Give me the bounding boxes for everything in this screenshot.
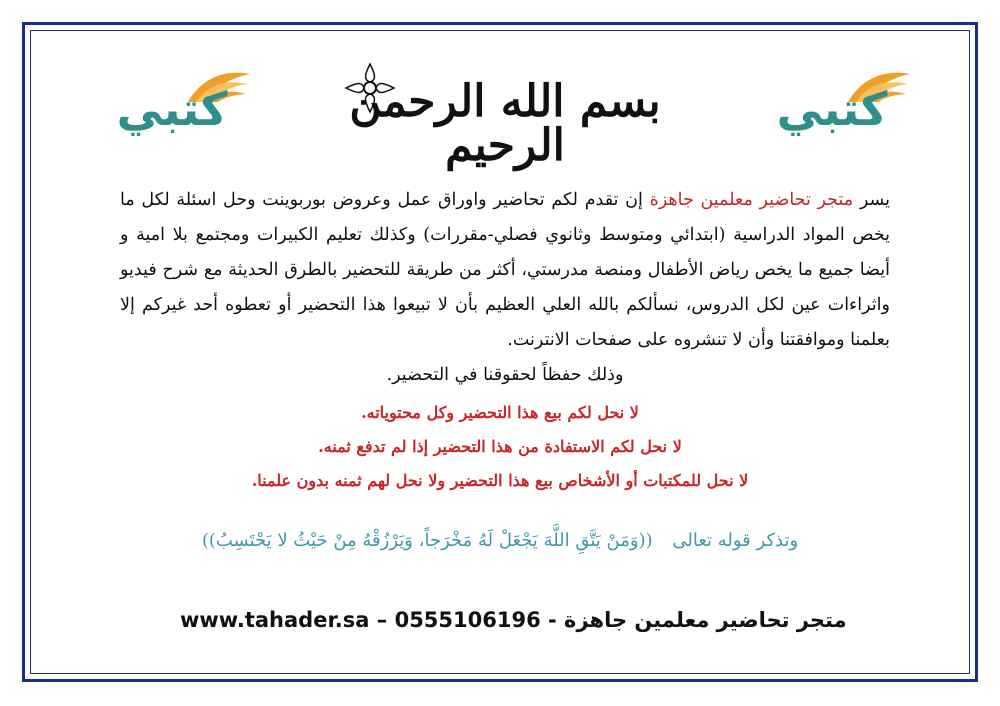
basmala-text: بسم الله الرحمن الرحيم xyxy=(349,76,661,171)
paragraph-line-4: العلي العظيم بأن لا تبيعوا هذا التحضير أو تعطوه أحد غيركم إلا بعلمنا وموافقتنا وأن لا تنشروه على صفحات الانترنت. xyxy=(120,295,890,350)
basmala-calligraphy xyxy=(330,50,680,171)
logo-right xyxy=(762,62,922,142)
store-name: متجر تحاضير معلمين جاهزة xyxy=(649,190,854,210)
footer-store-name: متجر تحاضير معلمين جاهزة - xyxy=(548,608,847,632)
intro-prefix: يسر xyxy=(859,190,890,210)
logo-word: كتبي xyxy=(776,82,888,136)
quran-verse xyxy=(200,530,800,551)
footer-dash: – xyxy=(376,608,388,632)
website-link[interactable]: www.tahader.sa xyxy=(180,608,370,632)
verse-intro: وتذكر قوله تعالى xyxy=(672,530,799,551)
paragraph-line-5: وذلك حفظاً لحقوقنا في التحضير. xyxy=(386,365,624,385)
warning-item: لا نحل لكم بيع هذا التحضير وكل محتوياته. xyxy=(361,403,639,422)
phone-number: 0555106196 xyxy=(394,608,541,632)
warnings-list xyxy=(240,396,760,498)
logo-left xyxy=(102,62,262,142)
footer-contact xyxy=(180,608,847,632)
verse-text: ((وَمَنْ يَتَّقِ اللَّهَ يَجْعَلْ لَهُ مَخْرَجاً، وَيَرْزُقْهُ مِنْ حَيْثُ لا يَحْتَسِبُ)) xyxy=(201,530,653,551)
warning-item: لا نحل لكم الاستفادة من هذا التحضير إذا لم تدفع ثمنه. xyxy=(318,437,682,456)
flower-ornament-icon xyxy=(340,58,400,118)
paragraph-line-2: (ابتدائي ومتوسط وثانوي فصلي-مقررات) وكذلك تعليم الكبيرات ومجتمع بلا امية و أيضا جميع ما يخص رياض الأطفال xyxy=(120,225,890,280)
paragraph-line-1: إن تقدم لكم تحاضير واوراق عمل وعروض بوربوينت وحل اسئلة لكل ما يخص المواد الدراسية xyxy=(120,190,890,245)
paragraph-line-3: ومنصة مدرستي، أكثر من طريقة للتحضير بالطرق الحديثة مع شرح فيديو واثراءات عين لكل الدروس، نسألكم بالله xyxy=(120,260,890,315)
logo-word: كتبي xyxy=(116,82,228,136)
intro-paragraph xyxy=(120,183,890,393)
warning-item: لا نحل للمكتبات أو الأشخاص بيع هذا التحضير ولا نحل لهم ثمنه بدون علمنا. xyxy=(251,471,749,490)
